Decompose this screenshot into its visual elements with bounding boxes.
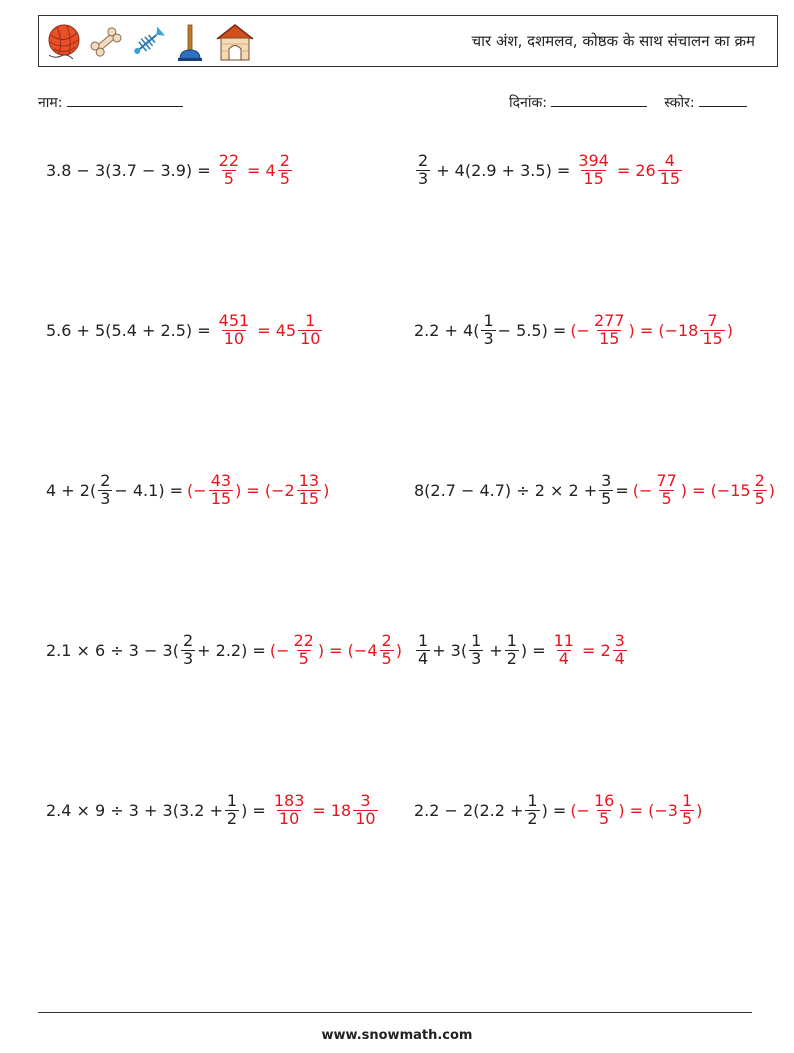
problem-8 (414, 620, 629, 680)
question: 3.8 − 3(3.7 − 3.9) = (46, 160, 211, 180)
question: 4 + 2( $\frac{2}{3}$ − 4.1) = (46, 470, 184, 508)
score-blank[interactable] (699, 92, 747, 107)
answer: $\frac{394}{15}$ = 26 $\frac{4}{15}$ (578, 150, 681, 188)
date-label: दिनांक: (509, 95, 547, 111)
question: 8(2.7 − 4.7) ÷ 2 × 2 + $\frac{3}{5}$ = (414, 470, 629, 508)
bone-icon (87, 21, 125, 63)
answer: $\frac{183}{10}$ = 18 $\frac{3}{10}$ (273, 790, 376, 828)
problem-6 (414, 460, 775, 520)
answer: (− $\frac{277}{15}$ ) = (−18 $\frac{7}{15}$ ) (570, 310, 733, 348)
name-blank[interactable] (67, 92, 183, 107)
problem-9 (46, 780, 380, 840)
question: 5.6 + 5(5.4 + 2.5) = (46, 320, 211, 340)
problem-3 (46, 300, 324, 360)
problem-7 (46, 620, 402, 680)
question: $\frac{1}{4}$ + 3( $\frac{1}{3}$ + $\frac{1}{2}$ ) = (418, 630, 546, 668)
name-label: नाम: (38, 95, 63, 111)
answer: $\frac{11}{4}$ = 2 $\frac{3}{4}$ (553, 630, 625, 668)
doghouse-icon (213, 21, 257, 63)
question: 2.4 × 9 ÷ 3 + 3(3.2 + $\frac{1}{2}$ ) = (46, 790, 266, 828)
question: 2.1 × 6 ÷ 3 − 3( $\frac{2}{3}$ + 2.2) = (46, 630, 266, 668)
footer-divider (38, 1012, 752, 1013)
date-blank[interactable] (551, 92, 647, 107)
worksheet-header (38, 15, 778, 67)
answer: (− $\frac{16}{5}$ ) = (−3 $\frac{1}{5}$ ) (570, 790, 703, 828)
worksheet-title: चार अंश, दशमलव, कोष्ठक के साथ संचालन का क्रम (471, 32, 755, 50)
date-score-field (509, 92, 747, 112)
score-label: स्कोर: (664, 95, 695, 111)
problem-4 (414, 300, 733, 360)
plunger-icon (171, 21, 209, 63)
question: 2.2 + 4( $\frac{1}{3}$ − 5.5) = (414, 310, 567, 348)
answer: (− $\frac{43}{15}$ ) = (−2 $\frac{13}{15}$ ) (187, 470, 330, 508)
footer-url[interactable]: www.snowmath.com (321, 1028, 473, 1043)
yarn-ball-icon (45, 21, 83, 63)
answer: (− $\frac{77}{5}$ ) = (−15 $\frac{2}{5}$ ) (632, 470, 776, 508)
answer: $\frac{22}{5}$ = 4 $\frac{2}{5}$ (218, 150, 290, 188)
problem-1 (46, 140, 294, 200)
question: $\frac{2}{3}$ + 4(2.9 + 3.5) = (418, 150, 571, 188)
answer: (− $\frac{22}{5}$ ) = (−4 $\frac{2}{5}$ ) (269, 630, 402, 668)
problem-5 (46, 460, 329, 520)
problem-2 (414, 140, 684, 200)
name-field (38, 92, 183, 112)
fish-skeleton-icon (129, 21, 167, 63)
problem-10 (414, 780, 702, 840)
answer: $\frac{451}{10}$ = 45 $\frac{1}{10}$ (218, 310, 321, 348)
header-icons (45, 21, 257, 63)
question: 2.2 − 2(2.2 + $\frac{1}{2}$ ) = (414, 790, 567, 828)
